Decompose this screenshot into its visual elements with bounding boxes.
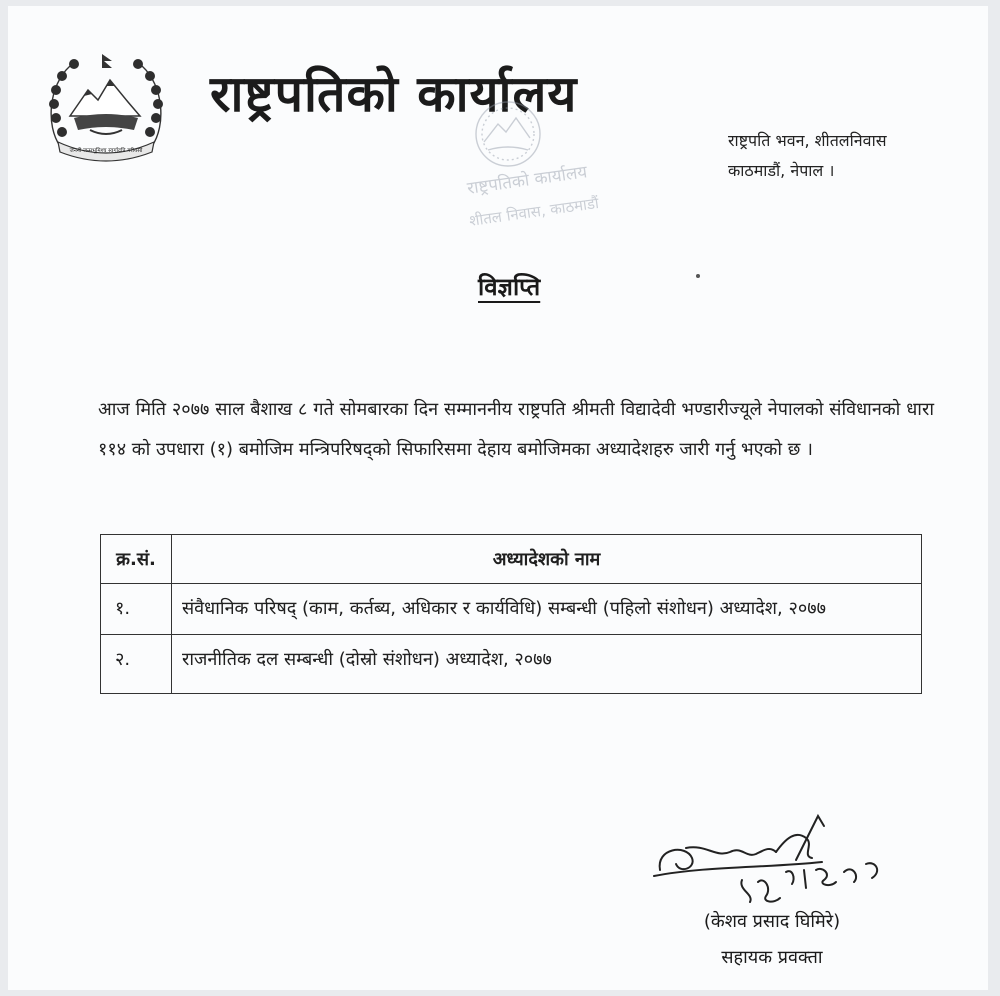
handwritten-date: २०७७।१।८ (826, 904, 830, 905)
stamp-line2: शीतल निवास, काठमाडौं (468, 193, 600, 230)
notice-body: आज मिति २०७७ साल बैशाख ८ गते सोमबारका दिन सम्माननीय राष्ट्रपति श्रीमती विद्यादेवी भण्डारीज्यूले नेपालको संविधानको धारा ११४ को उपधारा (१) बमोजिम मन्त्रिपरिषद्को सिफारिसमा देहाय बमोजिमका अध्यादेशहरु जारी गर्नु भएको छ । (98, 399, 934, 460)
signatory-designation: सहायक प्रवक्ता (721, 947, 823, 968)
nepal-emblem-icon (40, 46, 172, 164)
address-line-1: राष्ट्रपति भवन, शीतलनिवास (728, 131, 887, 150)
row-serial: १. (101, 584, 172, 635)
column-header-name: अध्यादेशको नाम (172, 535, 922, 584)
office-seal-stamp (448, 94, 618, 244)
table-header-row (101, 535, 922, 584)
table-row (101, 584, 922, 635)
signatory-block (672, 904, 872, 976)
column-header-sn: क्र.सं. (101, 535, 172, 584)
table-row (101, 635, 922, 694)
address-line-2: काठमाडौं, नेपाल । (728, 161, 835, 180)
office-address (728, 126, 887, 186)
signatory-name: (केशव प्रसाद घिमिरे) (703, 911, 841, 932)
row-ordinance-name: संवैधानिक परिषद् (काम, कर्तब्य, अधिकार र कार्यविधि) सम्बन्धी (पहिलो संशोधन) अध्यादेश, २०७७ (172, 584, 922, 635)
notice-heading: विज्ञप्ति (478, 273, 541, 301)
row-serial: २. (101, 635, 172, 694)
stamp-line1: राष्ट्रपतिको कार्यालय (465, 162, 589, 199)
row-ordinance-name: राजनीतिक दल सम्बन्धी (दोस्रो संशोधन) अध्यादेश, २०७७ (172, 635, 922, 694)
ordinance-table (100, 534, 922, 694)
office-title: राष्ट्रपतिको कार्यालय (210, 65, 578, 123)
letter-page (8, 6, 988, 990)
ink-speck (696, 274, 700, 278)
handwritten-signature (646, 808, 906, 908)
emblem-motto: जननी जन्मभूमिश्च स्वर्गादपि गरीयसी (69, 148, 143, 154)
